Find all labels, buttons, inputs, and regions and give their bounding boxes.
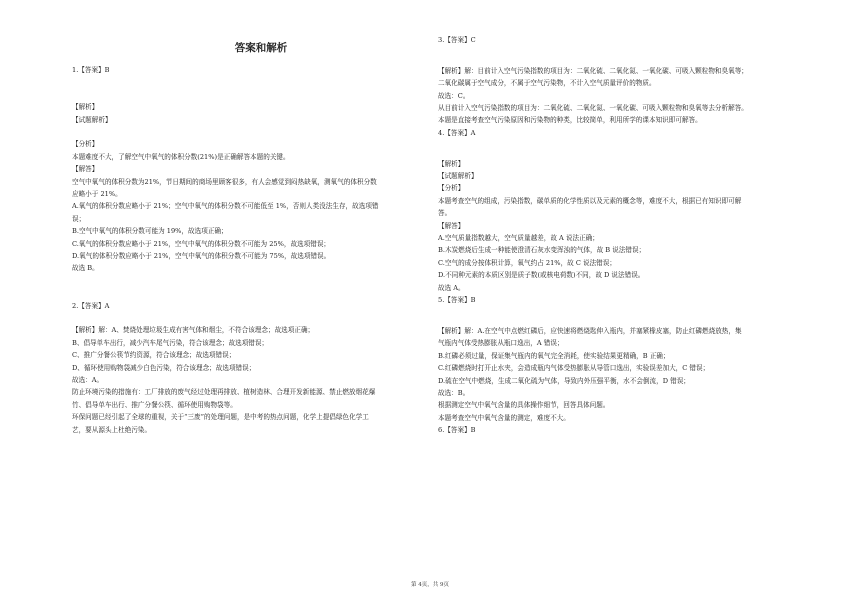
q2-line-2: B、倡导单车出行，减少汽车尾气污染，符合该理念；故选项错误； [72,338,269,347]
q1-line-8: 故选 B。 [72,264,99,273]
q3-answer: 3.【答案】C [438,36,476,44]
q5-line-6: 故选：B。 [438,388,470,397]
q5-line-3: B.红磷必须过量，保证集气瓶内的氧气完全消耗，使实验结果更精确，B 正确； [438,351,670,360]
q1-jieda-heading: 【解答】 [72,165,99,174]
q4-line-2: B.木炭燃烧后生成一种能使澄清石灰水变浑浊的气体，故 B 说法错误； [438,246,646,255]
q1-fenxi-text: 本题难度不大，了解空气中氧气的体积分数(21%)是正确解答本题的关键。 [72,152,290,161]
q3-line-1: 【解析】解：目前计入空气污染指数的项目为：二氧化硫、二氧化氮、一氧化碳、可吸入颗粒物和臭氧等； [438,66,748,75]
q4-line-1: A.空气质量指数越大，空气质量越差，故 A 说法正确； [438,234,599,243]
q2-line-7: 竹、倡导单车出行、推广分餐公筷、循环使用购物袋等。 [72,400,237,409]
q1-line-7: D.氧气的体积分数应略小于 21%，空气中氧气的体积分数不可能为 75%，故选项错误。 [72,252,331,261]
question-2 [72,300,450,436]
q2-line-3: C、推广分餐公筷节约资源，符合该理念；故选项错误； [72,351,236,360]
q1-line-6: C.氧气的体积分数应略小于 21%，空气中氧气的体积分数不可能为 25%，故选项错误； [72,239,331,248]
q5-line-5: D.硫在空气中燃烧，生成二氧化硫为气体，导致内外压强平衡，水不会倒流，D 错误； [438,376,690,385]
q4-line-5: 故选 A。 [438,283,465,292]
q2-line-4: D、循环使用购物袋减少白色污染，符合该理念；故选项错误； [72,363,256,372]
q4-fenxi-line-2: 答。 [438,209,452,218]
q5-line-8: 本题考查空气中氧气含量的测定，难度不大。 [438,413,570,422]
q2-line-9: 艺，要从源头上杜绝污染。 [72,425,152,434]
q6-answer: 6.【答案】B [438,426,476,435]
q5-line-2: 气瓶内气体受热膨胀从瓶口逸出，A 错误； [438,339,564,348]
q3-line-5: 本题是直接考查空气污染原因和污染物的种类，比较简单，利用所学的课本知识即可解答。 [438,116,702,125]
q2-answer: 2.【答案】A [72,301,110,310]
right-column [438,0,816,437]
q4-line-3: C.空气的成分按体积计算，氧气约占 21%，故 C 说法错误； [438,258,616,267]
question-5 [438,294,816,424]
q3-line-3: 故选：C。 [438,91,470,100]
q1-fenxi-heading: 【分析】 [72,140,99,149]
q5-line-7: 根据测定空气中氧气含量的具体操作细节，回答具体问题。 [438,401,610,410]
q2-line-5: 故选：A。 [72,376,104,385]
q5-answer: 5.【答案】B [438,296,476,305]
q5-line-4: C.红磷燃烧时打开止水夹，会造成瓶内气体受热膨胀从导管口逸出，实验误差加大，C 错误； [438,364,710,373]
left-column [72,0,450,436]
q4-shiti-heading: 【试题解析】 [438,172,478,181]
q2-line-8: 环保问题已经引起了全球的重视，关于“三废”的处理问题，是中考的热点问题，化学上提倡绿色化学工 [72,413,369,422]
q1-jiexi-heading: 【解析】 [72,103,99,112]
question-3 [438,34,816,127]
question-1 [72,64,450,275]
q2-line-6: 防止环境污染的措施有：工厂排放的废气经过处理再排放、植树造林、合理开发新能源、禁止燃放烟花爆 [72,388,376,397]
page-title: 答案和解析 [234,42,288,54]
page-footer: 第 4页，共 9页 [411,582,449,588]
q5-line-1: 【解析】解：A.在空气中点燃红磷后，应快速将燃烧匙伸入瓶内，并塞紧橡皮塞，防止红磷燃烧放热，集 [438,326,742,335]
q1-line-2: 应略小于 21%。 [72,190,122,199]
q1-line-4: 误； [72,214,86,223]
q4-line-4: D.不同种元素的本质区别是质子数(或核电荷数)不同，故 D 说法错误。 [438,271,645,280]
q1-line-5: B.空气中氧气的体积分数可能为 19%，故选项正确； [72,227,228,236]
q4-answer: 4.【答案】A [438,128,476,137]
q3-line-2: 二氧化碳属于空气成分，不属于空气污染物，不计入空气质量评价的物质。 [438,79,656,88]
question-4 [438,127,816,294]
q1-line-1: 空气中氧气的体积分数为21%，节日期间的商场里顾客很多，有人会感觉到闷热缺氧，测氧气的体积分数 [72,177,377,186]
question-6 [438,424,816,436]
q2-line-1: 【解析】解：A、焚烧处理垃圾生成有害气体和烟尘，不符合该理念；故选项正确； [72,326,315,335]
q4-jieda-heading: 【解答】 [438,221,465,230]
q4-jiexi-heading: 【解析】 [438,159,465,168]
q1-answer: 1.【答案】B [72,66,110,74]
q4-fenxi-heading: 【分析】 [438,184,465,193]
q1-shiti-heading: 【试题解析】 [72,115,112,124]
q4-fenxi-line-1: 本题考查空气的组成，污染指数，碳单质的化学性质以及元素的概念等，难度不大，根据已有知识即可解 [438,196,742,205]
q1-line-3: A.氧气的体积分数应略小于 21%；空气中氧气的体积分数不可能低至 1%，否则人类没法生存，故选项错 [72,202,379,211]
q3-line-4: 从目前计入空气污染指数的项目为：二氧化硫、二氧化氮、一氧化碳、可吸入颗粒物和臭氧等去分析解答。 [438,104,748,113]
